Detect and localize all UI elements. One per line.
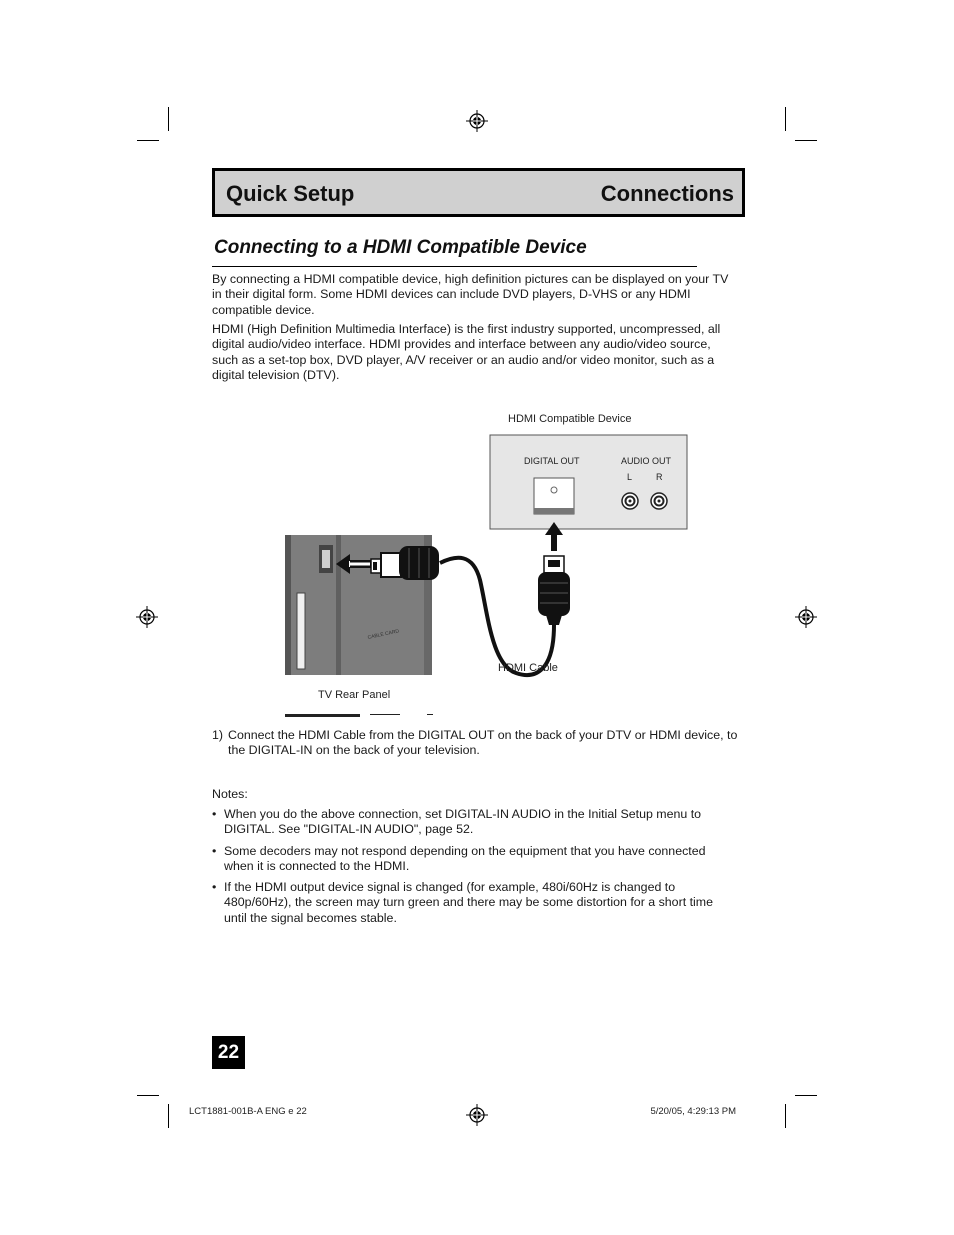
list-item	[212, 880, 736, 926]
audio-right-label: R	[656, 472, 663, 482]
header-left-title: Quick Setup	[226, 181, 355, 206]
hdmi-cable	[440, 558, 554, 675]
crop-mark	[168, 1104, 169, 1128]
hdmi-plug-vertical-icon	[538, 556, 570, 625]
audio-out-label: AUDIO OUT	[621, 456, 672, 466]
audio-right-jack-icon	[651, 493, 667, 509]
registration-mark-icon	[795, 606, 817, 628]
crop-mark	[785, 1104, 786, 1128]
intro-paragraph: By connecting a HDMI compatible device, high definition pictures can be displayed on your TV in their digital form. Some HDMI devices can include DVD players, D-VHS or any HDMI compatible device.	[212, 272, 729, 317]
footer-right: 5/20/05, 4:29:13 PM	[650, 1106, 736, 1117]
registration-mark-icon	[466, 1104, 488, 1126]
hdmi-device-box	[490, 435, 687, 529]
note-text: Some decoders may not respond depending on the equipment that you have connected when it is connected to the HDMI.	[224, 843, 706, 873]
hdmi-cable-label: HDMI Cable	[498, 662, 558, 674]
crop-mark	[168, 107, 169, 131]
notes-list	[212, 807, 736, 932]
tv-rear-panel-label: TV Rear Panel	[318, 689, 391, 701]
step-number: 1)	[212, 728, 224, 742]
bullet: •	[212, 880, 217, 895]
registration-mark-icon	[466, 110, 488, 132]
crop-mark	[795, 140, 817, 141]
crop-mark	[137, 140, 159, 141]
bullet: •	[212, 807, 217, 821]
list-item	[212, 844, 736, 875]
step-text: Connect the HDMI Cable from the DIGITAL OUT on the back of your DTV or HDMI device, to the DIGITAL-IN on the back of your television.	[228, 728, 738, 758]
step-1	[212, 728, 746, 759]
panel-marking-text: CABLE CARD	[367, 628, 400, 641]
header-right-title: Connections	[600, 181, 734, 206]
audio-left-jack-icon	[622, 493, 638, 509]
crop-mark	[795, 1095, 817, 1096]
bullet: •	[212, 843, 217, 858]
connection-diagram	[270, 425, 710, 725]
note-text: If the HDMI output device signal is changed (for example, 480i/60Hz is changed to 480p/60Hz), the screen may turn green and there may be some distortion for a short time until the signal becomes stable.	[224, 880, 713, 925]
audio-left-label: L	[627, 472, 633, 482]
crop-mark	[137, 1095, 159, 1096]
page-number: 22	[212, 1036, 245, 1069]
notes-heading: Notes:	[212, 787, 248, 801]
hdmi-paragraph: HDMI (High Definition Multimedia Interface) is the first industry supported, uncompressed, all digital audio/video interface. HDMI provides and interface between any audio/video source, such as a set-top box, DVD player, A/V receiver or an audio and/or video monitor, such as a digital television (DTV).	[212, 322, 721, 382]
registration-mark-icon	[136, 606, 158, 628]
digital-out-label: DIGITAL OUT	[524, 456, 580, 466]
section-title: Connecting to a HDMI Compatible Device	[214, 237, 587, 258]
section-divider	[212, 266, 697, 267]
crop-mark	[785, 107, 786, 131]
header-bar	[212, 168, 745, 217]
note-text: When you do the above connection, set DIGITAL-IN AUDIO in the Initial Setup menu to DIGITAL. See "DIGITAL-IN AUDIO", page 52.	[224, 807, 702, 837]
list-item	[212, 807, 736, 838]
footer-left: LCT1881-001B-A ENG e 22	[189, 1106, 307, 1117]
device-label: HDMI Compatible Device	[508, 413, 632, 425]
